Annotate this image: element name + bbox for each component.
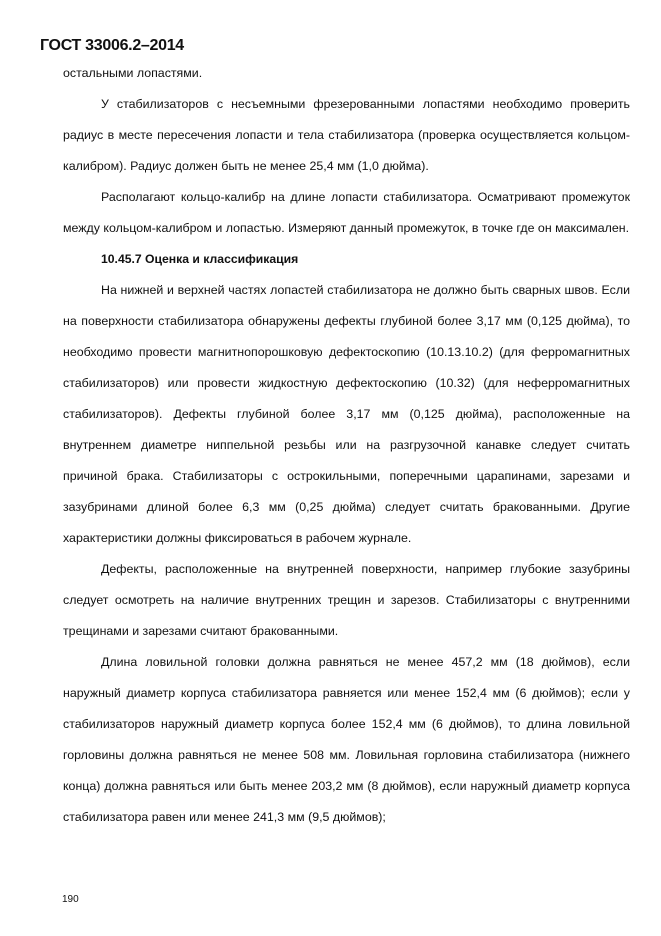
paragraph-ring-gauge: Располагают кольцо-калибр на длине лопасти стабилизатора. Осматривают промежуток между кольцом-калибром и лопастью. Измеряют данный промежуток, в точке где он максимален. bbox=[63, 190, 630, 235]
paragraph-fishing-neck: Длина ловильной головки должна равняться не менее 457,2 мм (18 дюймов), если наружный диаметр корпуса стабилизатора равняется или менее 152,4 мм (6 дюймов); если у стабилизаторов наружный диаметр корпуса более 152,4 мм (6 дюймов), то длина ловильной горловины должна равняться не менее 508 мм. Ловильная горловина стабилизатора (нижнего конца) должна равняться или быть менее 203,2 мм (8 дюймов), если наружный диаметр корпуса стабилизатора равен или менее 241,3 мм (9,5 дюймов); bbox=[63, 655, 630, 824]
section-heading: 10.45.7 Оценка и классификация bbox=[101, 252, 299, 266]
paragraph-continuation: остальными лопастями. bbox=[63, 66, 203, 80]
paragraph-radius-check: У стабилизаторов с несъемными фрезерованными лопастями необходимо проверить радиус в месте пересечения лопасти и тела стабилизатора (проверка осуществляется кольцом-калибром). Радиус должен быть не менее 25,4 мм (1,0 дюйма). bbox=[63, 97, 630, 173]
paragraph-internal-defects: Дефекты, расположенные на внутренней поверхности, например глубокие зазубрины следует осмотреть на наличие внутренних трещин и зарезов. Стабилизаторы с внутренними трещинами и зарезами считают бракованными. bbox=[63, 562, 630, 638]
page-number: 190 bbox=[62, 894, 79, 905]
paragraph-defects: На нижней и верхней частях лопастей стабилизатора не должно быть сварных швов. Если на поверхности стабилизатора обнаружены дефекты глубиной более 3,17 мм (0,125 дюйма), то необходимо провести магнитнопорошковую дефектоскопию (10.13.10.2) (для ферромагнитных стабилизаторов) или провести жидкостную дефектоскопию (10.32) (для неферромагнитных стабилизаторов). Дефекты глубиной более 3,17 мм (0,125 дюйма), расположенные на внутреннем диаметре ниппельной резьбы или на разгрузочной канавке следует считать причиной брака. Стабилизаторы с острокильными, поперечными царапинами, зарезами и зазубринами длиной более 6,3 мм (0,25 дюйма) следует считать бракованными. Другие характеристики должны фиксироваться в рабочем журнале. bbox=[63, 283, 630, 545]
document-body bbox=[63, 58, 630, 833]
document-header: ГОСТ 33006.2–2014 bbox=[40, 37, 184, 54]
